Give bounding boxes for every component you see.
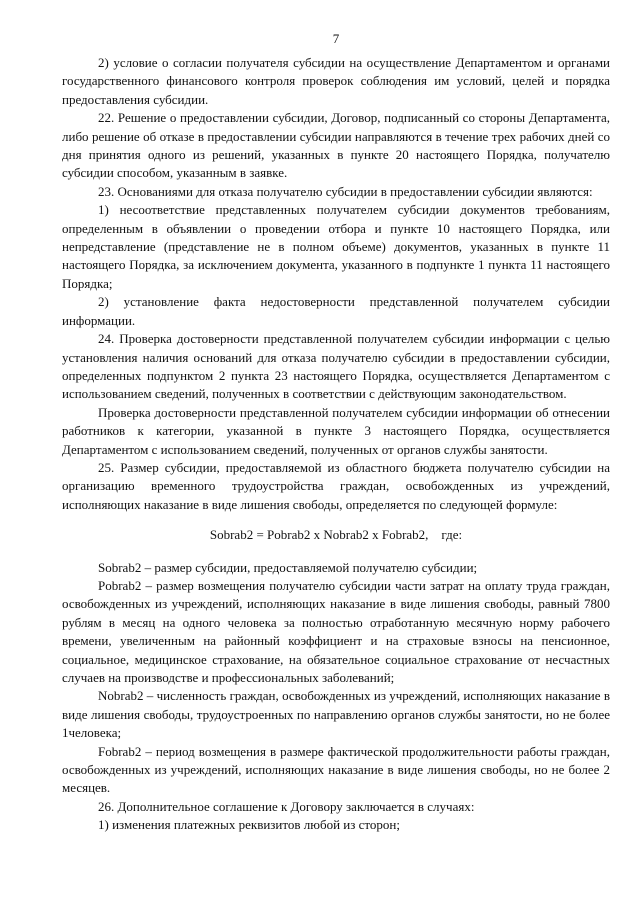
paragraph-sobrab2-definition: Sobrab2 – размер субсидии, предоставляемой получателю субсидии; xyxy=(98,559,478,575)
subsidy-formula: Sobrab2 = Pobrab2 x Nobrab2 x Fobrab2, где: xyxy=(209,527,463,543)
paragraph-fobrab2-definition: Fobrab2 – период возмещения в размере фактической продолжительности работы граждан, освобожденных из учреждений, исполняющих наказание в виде лишения свободы, но не более 2 месяцев. xyxy=(62,743,610,796)
paragraph-22-decision: 22. Решение о предоставлении субсидии, Договор, подписанный со стороны Департамента, либо решение об отказе в предоставлении субсидии направляются в течение трех рабочих дней со дня принятия одного из решений, указанных в пункте 20 настоящего Порядка, получателю субсидии способом, указанным в заявке. xyxy=(62,110,610,181)
paragraph-consent-condition: 2) условие о согласии получателя субсидии на осуществление Департаментом и органами государственного финансового контроля проверок соблюдения им условий, целей и порядка предоставления субсидии. xyxy=(62,55,610,107)
paragraph-23-item-1: 1) несоответствие представленных получателем субсидии документов требованиям, определенным в объявлении о проведении отбора и пункте 10 настоящего Порядка, или непредставление (представление не в полном объеме) документов, указанных в пункте 11 настоящего Порядка, за исключением документа, указанного в подпункте 1 пункта 11 настоящего Порядка; xyxy=(62,202,610,291)
paragraph-24-verification: 24. Проверка достоверности представленной получателем субсидии информации с целью установления наличия оснований для отказа получателю субсидии в предоставлении субсидии, определенных подпунктом 2 пункта 23 настоящего Порядка, осуществляется Департаментом с использованием сведений, полученных в соответствии с действующим законодательством. xyxy=(62,331,610,402)
paragraph-24-verification-category: Проверка достоверности представленной получателем субсидии информации об отнесении работников к категории, указанной в пункте 3 настоящего Порядка, осуществляется Департаментом с использованием сведений, полученных от органов службы занятости. xyxy=(62,404,610,457)
paragraph-26-additional-agreement: 26. Дополнительное соглашение к Договору заключается в случаях: xyxy=(98,798,475,814)
paragraph-nobrab2-definition: Nobrab2 – численность граждан, освобожденных из учреждений, исполняющих наказание в виде лишения свободы, трудоустроенных по направлению органов службы занятости, но не более 1человека; xyxy=(62,688,610,741)
page-number: 7 xyxy=(332,31,340,46)
paragraph-25-subsidy-size: 25. Размер субсидии, предоставляемой из областного бюджета получателю субсидии на организацию временного трудоустройства граждан, освобожденных из учреждений, исполняющих наказание в виде лишения свободы, определяется по следующей формуле: xyxy=(62,459,610,512)
paragraph-23-refusal-grounds: 23. Основаниями для отказа получателю субсидии в предоставлении субсидии являются: xyxy=(98,183,593,199)
paragraph-26-item-1: 1) изменения платежных реквизитов любой из сторон; xyxy=(98,817,400,833)
paragraph-23-item-2: 2) установление факта недостоверности представленной получателем субсидии информации. xyxy=(62,294,610,328)
paragraph-pobrab2-definition: Pobrab2 – размер возмещения получателю субсидии части затрат на оплату труда граждан, освобожденных из учреждений, исполняющих наказание в виде лишения свободы, равный 7800 рублям в месяц на одного человека за полностью отработанную месячную норму рабочего времени, увеличенным на районный коэффициент и на страховые взносы на пенсионное, социальное, медицинское страхование, на обязательное социальное страхование от несчастных случаев на производстве и профессиональных заболеваний; xyxy=(62,577,610,685)
